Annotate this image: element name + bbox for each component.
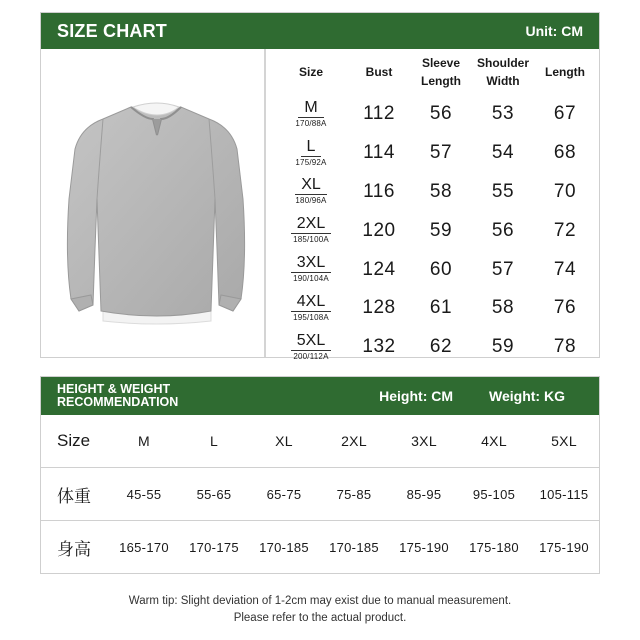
size-code: 175/92A <box>295 157 327 167</box>
recommendation-panel <box>40 376 600 574</box>
rec-height: 170-185 <box>259 540 309 555</box>
rec-height: 175-190 <box>539 540 589 555</box>
rec-height: 165-170 <box>119 540 169 555</box>
length-value: 70 <box>553 180 577 202</box>
table-row <box>273 289 601 328</box>
shoulder-value: 57 <box>491 258 515 280</box>
size-name: M <box>298 100 323 118</box>
bust-value: 116 <box>363 180 395 202</box>
recommendation-title-line1: HEIGHT & WEIGHT <box>57 382 171 396</box>
recommendation-header <box>41 377 599 415</box>
rec-height: 175-180 <box>469 540 519 555</box>
height-row-label: 身高 <box>57 540 91 559</box>
warm-tip-line1: Warm tip: Slight deviation of 1-2cm may exist due to manual measurement. <box>128 595 512 607</box>
length-value: 72 <box>553 219 577 241</box>
length-value: 76 <box>553 297 577 319</box>
table-row <box>273 134 601 173</box>
bust-value: 132 <box>362 336 396 358</box>
shoulder-value: 54 <box>491 142 515 164</box>
size-table <box>273 49 601 367</box>
rec-weight: 85-95 <box>406 486 442 502</box>
header-shoulder-1: Shoulder <box>476 56 529 70</box>
size-name: 4XL <box>291 294 331 312</box>
size-name: L <box>301 139 322 157</box>
size-chart-panel <box>40 12 600 361</box>
rec-height: 170-185 <box>329 540 379 555</box>
warm-tip-line2: Please refer to the actual product. <box>233 612 407 624</box>
rec-height: 170-175 <box>189 540 239 555</box>
header-size: Size <box>298 65 323 79</box>
size-code: 190/104A <box>293 274 329 284</box>
length-value: 78 <box>553 336 577 358</box>
table-row <box>273 250 601 289</box>
height-unit: Height: CM <box>379 388 454 404</box>
size-row-label: Size <box>57 431 91 450</box>
size-name: 3XL <box>291 255 331 273</box>
length-value: 68 <box>553 142 577 164</box>
rec-size: 3XL <box>411 433 437 449</box>
header-bust: Bust <box>365 65 393 79</box>
header-shoulder-2: Width <box>486 74 520 88</box>
sleeve-value: 61 <box>429 297 453 319</box>
table-row <box>273 95 601 134</box>
bust-value: 120 <box>362 219 396 241</box>
size-chart-header <box>41 13 599 49</box>
size-name: 5XL <box>291 333 331 351</box>
shoulder-value: 59 <box>491 336 515 358</box>
size-code: 200/112A <box>293 351 329 361</box>
rec-size: 5XL <box>551 433 577 449</box>
rec-size: XL <box>275 433 293 449</box>
sleeve-value: 58 <box>429 180 453 202</box>
size-name: 2XL <box>291 216 331 234</box>
rec-size: M <box>138 433 150 449</box>
shoulder-value: 58 <box>491 297 515 319</box>
sleeve-value: 57 <box>429 142 453 164</box>
rec-weight: 105-115 <box>539 486 589 502</box>
shoulder-value: 55 <box>491 180 515 202</box>
sleeve-value: 56 <box>429 103 453 125</box>
recommendation-weight-row <box>41 468 599 521</box>
sleeve-value: 59 <box>429 219 453 241</box>
garment-image <box>41 49 266 357</box>
size-code: 170/88A <box>295 118 327 128</box>
size-code: 195/108A <box>293 312 329 322</box>
length-value: 67 <box>553 103 577 125</box>
header-sleeve-2: Length <box>421 74 461 88</box>
length-value: 74 <box>553 258 577 280</box>
rec-size: L <box>209 433 219 449</box>
size-code: 185/100A <box>293 235 329 245</box>
table-row <box>273 328 601 367</box>
shoulder-value: 53 <box>491 103 515 125</box>
size-name: XL <box>295 177 327 195</box>
sleeve-value: 60 <box>429 258 453 280</box>
weight-row-label: 体重 <box>57 486 91 506</box>
size-chart-title: SIZE CHART <box>57 20 167 41</box>
rec-height: 175-190 <box>399 540 449 555</box>
bust-value: 112 <box>363 103 395 125</box>
bust-value: 128 <box>362 297 396 319</box>
bust-value: 124 <box>362 258 396 280</box>
sweatshirt-illustration <box>41 49 266 357</box>
rec-weight: 75-85 <box>336 486 372 502</box>
table-row <box>273 173 601 212</box>
bust-value: 114 <box>363 142 395 164</box>
rec-size: 4XL <box>481 433 507 449</box>
rec-size: 2XL <box>341 433 367 449</box>
rec-weight: 55-65 <box>196 486 232 502</box>
rec-weight: 65-75 <box>266 486 302 502</box>
recommendation-height-row <box>41 521 599 574</box>
recommendation-size-row <box>41 415 599 468</box>
size-chart-unit: Unit: CM <box>525 23 583 39</box>
header-length: Length <box>545 65 585 79</box>
size-table-header <box>273 49 601 95</box>
header-sleeve-1: Sleeve <box>421 56 461 70</box>
recommendation-title-line2: RECOMMENDATION <box>57 395 179 409</box>
weight-unit: Weight: KG <box>489 388 565 404</box>
rec-weight: 45-55 <box>126 486 162 502</box>
table-row <box>273 211 601 250</box>
shoulder-value: 56 <box>491 219 515 241</box>
sleeve-value: 62 <box>429 336 453 358</box>
recommendation-title <box>57 383 178 409</box>
rec-weight: 95-105 <box>472 486 516 502</box>
size-code: 180/96A <box>295 196 327 206</box>
